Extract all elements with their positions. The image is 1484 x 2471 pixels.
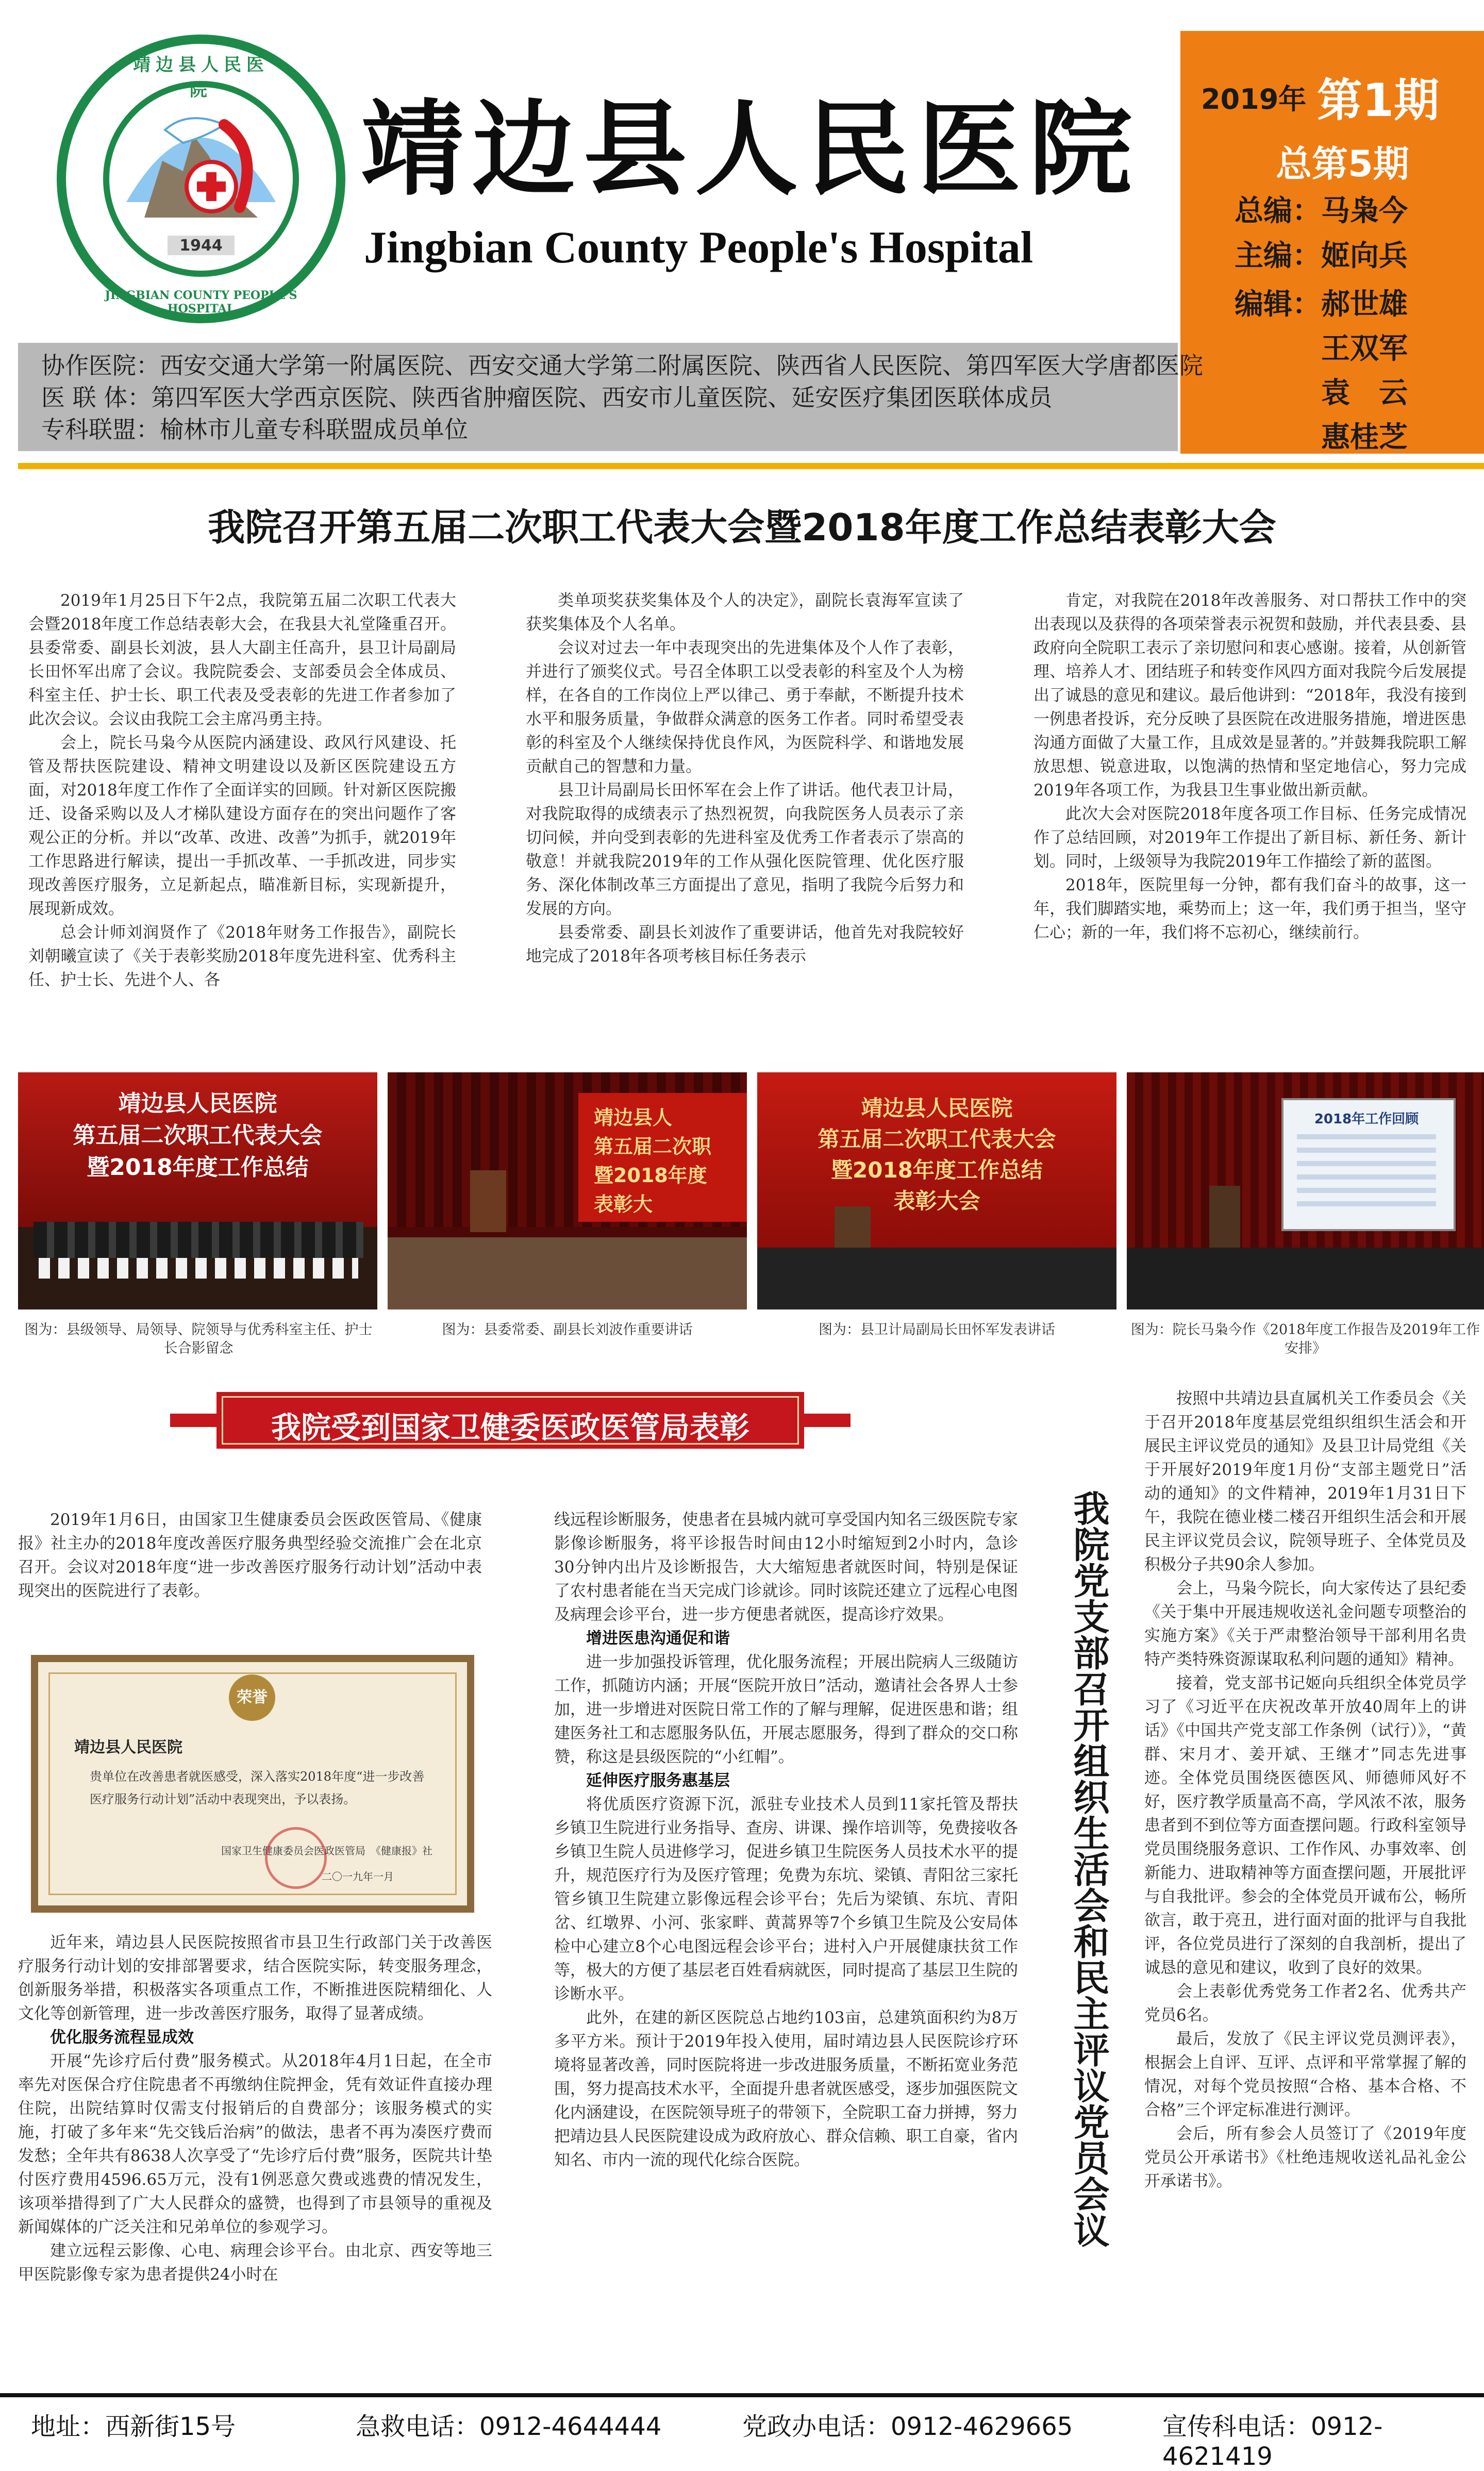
footer-publicity-phone: 宣传科电话：0912-4621419 xyxy=(1162,2412,1383,2471)
photo-speech-tian xyxy=(757,1072,1116,1309)
article1-col3: 肯定，对我院在2018年改善服务、对口帮扶工作中的突出表现以及获得的各项荣誉表示祝贺和鼓励，并代表县委、县政府向全院职工表示了亲切慰问和衷心感谢。接着，从创新管理、培养人才、团结班子和转变作风四方面对我院今后发展提出了诚恳的意见和建议。最后他讲到：“2018年，我没有接到一例患者投诉，充分反映了县医院在改进服务措施，增进医患沟通方面做了大量工作，且成效是显著的。”并鼓舞我院职工解放思想、锐意进取，以饱满的热情和坚定地信心，努力完成2019年各项工作，为我县卫生事业做出新贡献。 此次大会对医院2018年度各项工作目标、任务完成情况作了总结回顾，对2019年工作提出了新目标、新任务、新计划。同时，上级领导为我院2019年工作描绘了新的蓝图。 2018年，医院里每一分钟，都有我们奋斗的故事，这一年，我们脚踏实地，乘势而上；这一年，我们勇于担当，坚守仁心；新的一年，我们将不忘初心，继续前行。 xyxy=(1033,591,1466,942)
editors xyxy=(1235,283,1408,460)
masthead xyxy=(0,0,1484,464)
partner-row: 协作医院：西安交通大学第一附属医院、西安交通大学第二附属医院、陕西省人民医院、第四军医大学唐都医院 xyxy=(41,352,1203,379)
chief-editor-name: 马枭今 xyxy=(1321,194,1408,228)
photo-banner-text: 靖边县人 第五届二次职 暨2018年度 表彰大 xyxy=(594,1106,712,1216)
photo-banner-text: 2018年工作回顾 xyxy=(1314,1112,1419,1127)
footer-rule xyxy=(0,2393,1484,2397)
partner-row: 专科联盟：榆林市儿童专科联盟成员单位 xyxy=(41,416,468,443)
article2-col2: 线远程诊断服务，使患者在县城内就可享受国内知名三级医院专家影像诊断服务，将平诊报告时间由12小时缩短到2小时内，急诊30分钟内出片及诊断报告，大大缩短患者就医时间，特别是保证了农村患者能在当天完成门诊就诊。同时该院还建立了远程心电图及病理会诊平台，进一步方便患者就医，提高诊疗效果。 增进医患沟通促和谐 进一步加强投诉管理，优化服务流程；开展出院病人三级随访工作，抓随访内涵；开展“医院开放日”活动，邀请社会各界人士参加，进一步增进对医院日常工作的了解与理解，促进医患和谐；组建医务社工和志愿服务队伍，开展志愿服务，得到了群众的交口称赞，称这是县级医院的“小红帽”。 延伸医疗服务惠基层 将优质医疗资源下沉，派驻专业技术人员到11家托管及帮扶乡镇卫生院进行业务指导、查房、讲课、操作培训等，免费接收各乡镇卫生院人员进修学习，促进乡镇卫生院医务人员技术水平的提升，规范医疗行为及医疗管理；免费为东坑、梁镇、青阳岔三家托管乡镇卫生院建立影像远程会诊平台；先后为梁镇、东坑、青阳岔、红墩界、小河、张家畔、黄蒿界等7个乡镇卫生院及公安局体检中心建立8个心电图远程会诊平台；进村入户开展健康扶贫工作等，极大的方便了基层老百姓看病就医，同时提高了基层卫生院的诊断水平。 此外，在建的新区医院总占地约103亩，总建筑面积约为8万多平方米。预计于2019年投入使用，届时靖边县人民医院诊疗环境将显著改善，同时医院将进一步改进服务质量，不断拓宽业务范围，努力提高技术水平，全面提升患者就医感受，逐步加强医院文化内涵建设，在医院领导班子的带领下，全院职工奋力拼搏，努力把靖边县人民医院建设成为政府放心、群众信赖、职工自豪，省内知名、市内一流的现代化综合医院。 xyxy=(554,1511,1018,2169)
certificate-name: 靖边县人民医院 xyxy=(74,1738,182,1756)
photo-caption: 图为：县级领导、局领导、院领导与优秀科室主任、护士长合影留念 xyxy=(24,1322,373,1356)
issue-total: 总第5期 xyxy=(1276,143,1409,185)
chief-editor-label: 总编： xyxy=(1235,194,1321,228)
photo-group-meeting xyxy=(18,1072,377,1309)
newspaper-title-en: Jingbian County People's Hospital xyxy=(364,223,1033,273)
article1-title: 我院召开第五届二次职工代表大会暨2018年度工作总结表彰大会 xyxy=(208,506,1276,549)
logo-cn-text: 靖边县人民医院 xyxy=(133,55,269,101)
photo-caption: 图为：县委常委、副县长刘波作重要讲话 xyxy=(442,1322,693,1338)
main-editor-name: 姬向兵 xyxy=(1321,239,1408,273)
partner-list xyxy=(41,350,1203,445)
newspaper-title: 靖边县人民医院 xyxy=(361,89,1141,210)
issue-number: 第1期 xyxy=(1317,74,1440,127)
main-editor xyxy=(1235,238,1408,274)
photo-banner-text: 靖边县人民医院 第五届二次职工代表大会 暨2018年度工作总结 xyxy=(73,1090,323,1181)
footer-emergency-phone: 急救电话：0912-4644444 xyxy=(356,2412,662,2441)
chief-editor xyxy=(1235,193,1408,229)
subheading: 增进医患沟通促和谐 xyxy=(586,1629,730,1648)
article1-col1: 2019年1月25日下午2点，我院第五届二次职工代表大会暨2018年度工作总结表彰大会，在我县大礼堂隆重召开。县委常委、副县长刘波，县人大副主任高升，县卫计局副局长田怀军出席了会议。我院院委会、支部委员会全体成员、科室主任、护士长、职工代表及受表彰的先进工作者参加了此次会议。会议由我院工会主席冯勇主持。 会上，院长马枭今从医院内涵建设、政风行风建设、托管及帮扶医院建设、精神文明建设以及新区医院建设五方面，对2018年度工作作了全面详实的回顾。针对新区医院搬迁、设备采购以及人才梯队建设方面存在的突出问题作了客观公正的分析。并以“改革、改进、改善”为抓手，就2019年工作思路进行解读，提出一手抓改革、一手抓改进，同步实现改善医疗服务，立足新起点，瞄准新目标，实现新提升，展现新成效。 总会计师刘润贤作了《2018年财务工作报告》，副院长刘朝曦宣读了《关于表彰奖励2018年度先进科室、优秀科主任、护士长、先进个人、各 xyxy=(28,591,456,989)
honor-certificate xyxy=(31,1655,474,1913)
photo-banner-text: 靖边县人民医院 第五届二次职工代表大会 暨2018年度工作总结 表彰大会 xyxy=(818,1096,1056,1214)
photo-speech-liubo xyxy=(388,1072,747,1309)
editor-name: 惠桂芝 xyxy=(1321,421,1408,454)
photo-caption: 图为：院长马枭今作《2018年度工作报告及2019年工作安排》 xyxy=(1130,1322,1480,1356)
article3-col: 按照中共靖边县直属机关工作委员会《关于召开2018年度基层党组织组织生活会和开展民主评议党员的通知》及县卫计局党组《关于开展好2019年度1月份“支部主题党日”活动的通知》的文件精神，2019年1月31日下午，我院在德业楼二楼召开组织生活会和开展民主评议党员会议，院领导班子、全体党员及积极分子共90余人参加。 会上，马枭今院长，向大家传达了县纪委《关于集中开展违规收送礼金问题专项整治的实施方案》《关于严肃整治领导干部利用名贵特产类特殊资源谋取私利问题的通知》精神。 接着，党支部书记姬向兵组织全体党员学习了《习近平在庆祝改革开放40周年上的讲话》《中国共产党支部工作条例（试行）》，“黄群、宋月才、姜开斌、王继才”同志先进事迹。全体党员围绕医德医风、师德师风好不好，医疗教学质量高不高，学风浓不浓，服务患者到不到位等方面查摆问题。行政科室领导党员围绕服务意识、工作作风、办事效率、创新能力、进取精神等方面查摆问题，开展批评与自我批评。参会的全体党员开诚布公，畅所欲言，敢于亮丑，进行面对面的批评与自我批评，各位党员进行了深刻的自我剖析，提出了诚恳的意见和建议，收到了良好的效果。 会上表彰优秀党务工作者2名、优秀共产党员6名。 最后，发放了《民主评议党员测评表》，根据会上自评、互评、点评和平常掌握了解的情况，对每个党员按照“合格、基本合格、不合格”三个评定标准进行测评。 会后，所有参会人员签订了《2019年度党员公开承诺书》《杜绝违规收送礼品礼金公开承诺书》。 xyxy=(1144,1389,1466,2191)
article1-col2: 类单项奖获奖集体及个人的决定》，副院长袁海军宣读了获奖集体及个人名单。 会议对过去一年中表现突出的先进集体及个人作了表彰，并进行了颁奖仪式。号召全体职工以受表彰的科室及个人为榜样，在各自的工作岗位上严以律己、勇于奉献，不断提升技术水平和服务质量，争做群众满意的医务工作者。同时希望受表彰的科室及个人继续保持优良作风，为医院科学、和谐地发展贡献自己的智慧和力量。 县卫计局副局长田怀军在会上作了讲话。他代表卫计局，对我院取得的成绩表示了热烈祝贺，向我院医务人员表示了亲切问候，并向受到表彰的先进科室及优秀工作者表示了崇高的敬意！并就我院2019年的工作从强化医院管理、优化医疗服务、深化体制改革三方面提出了意见，指明了我院今后努力和发展的方向。 县委常委、副县长刘波作了重要讲话，他首先对我院较好地完成了2018年各项考核目标任务表示 xyxy=(526,591,964,966)
subheading: 延伸医疗服务惠基层 xyxy=(586,1771,730,1790)
certificate-date: 二〇一九年一月 xyxy=(322,1870,394,1883)
editors-label: 编辑： xyxy=(1235,288,1321,321)
svg-text:1944: 1944 xyxy=(179,237,223,255)
certificate-body: 贵单位在改善患者就医感受，深入落实2018年度“进一步改善医疗服务行动计划”活动中表现突出，予以表扬。 xyxy=(90,1769,425,1806)
issue-year: 2019年 xyxy=(1201,83,1307,115)
editor-name: 袁 云 xyxy=(1321,376,1408,410)
article3-title: 我院党支部召开组织生活会和民主评议党员会议 xyxy=(1068,1490,1110,2248)
subheading: 优化服务流程显成效 xyxy=(50,2028,194,2047)
photo-report-ma xyxy=(1127,1072,1484,1309)
footer-address: 地址：西新街15号 xyxy=(31,2412,236,2441)
certificate-issuer: 国家卫生健康委员会医政医管局 《健康报》社 xyxy=(221,1845,432,1857)
partner-row: 医 联 体：第四军医大学西京医院、陕西省肿瘤医院、西安市儿童医院、延安医疗集团医联体成员 xyxy=(41,384,1053,411)
article2-lead: 2019年1月6日，由国家卫生健康委员会医政医管局、《健康报》社主办的2018年度改善医疗服务典型经验交流推广会在北京召开。会议对2018年度“进一步改善医疗服务行动计划”活动中表现突出的医院进行了表彰。 xyxy=(18,1511,482,1600)
article2-title-ribbon xyxy=(170,1392,851,1449)
editor-name: 王双军 xyxy=(1321,332,1408,366)
footer-party-phone: 党政办电话：0912-4629665 xyxy=(742,2412,1073,2441)
logo-ring-text: JINGBIAN COUNTY PEOPLE'S HOSPITAL xyxy=(105,289,297,316)
article2-title: 我院受到国家卫健委医政医管局表彰 xyxy=(271,1410,749,1445)
certificate-seal: 荣誉 xyxy=(229,1674,275,1721)
header-rule xyxy=(18,463,1484,469)
photo-caption: 图为：县卫计局副局长田怀军发表讲话 xyxy=(819,1322,1055,1338)
certificate-stamp xyxy=(265,1827,327,1889)
footer xyxy=(0,2407,1484,2471)
editor-name: 郝世雄 xyxy=(1321,288,1408,321)
article2-col1: 近年来，靖边县人民医院按照省市县卫生行政部门关于改善医疗服务行动计划的安排部署要求，结合医院实际，转变服务理念，创新服务举措，积极落实各项重点工作，不断推进医院精细化、人文化等创新管理，进一步改善医疗服务，取得了显著成绩。 优化服务流程显成效 开展“先诊疗后付费”服务模式。从2018年4月1日起，在全市率先对医保合疗住院患者不再缴纳住院押金，凭有效证件直接办理住院，出院结算时仅需支付报销后的自费部分；该服务模式的实施，打破了多年来“先交钱后治病”的做法，患者不再为凑医疗费而发愁；全年共有8638人次享受了“先诊疗后付费”服务，医院共计垫付医疗费用4596.65万元，没有1例恶意欠费或逃费的情况发生，该项举措得到了广大人民群众的盛赞，也得到了市县领导的重视及新闻媒体的广泛关注和兄弟单位的参观学习。 建立远程云影像、心电、病理会诊平台。由北京、西安等地三甲医院影像专家为患者提供24小时在 xyxy=(18,1933,492,2284)
main-editor-label: 主编： xyxy=(1235,239,1321,273)
